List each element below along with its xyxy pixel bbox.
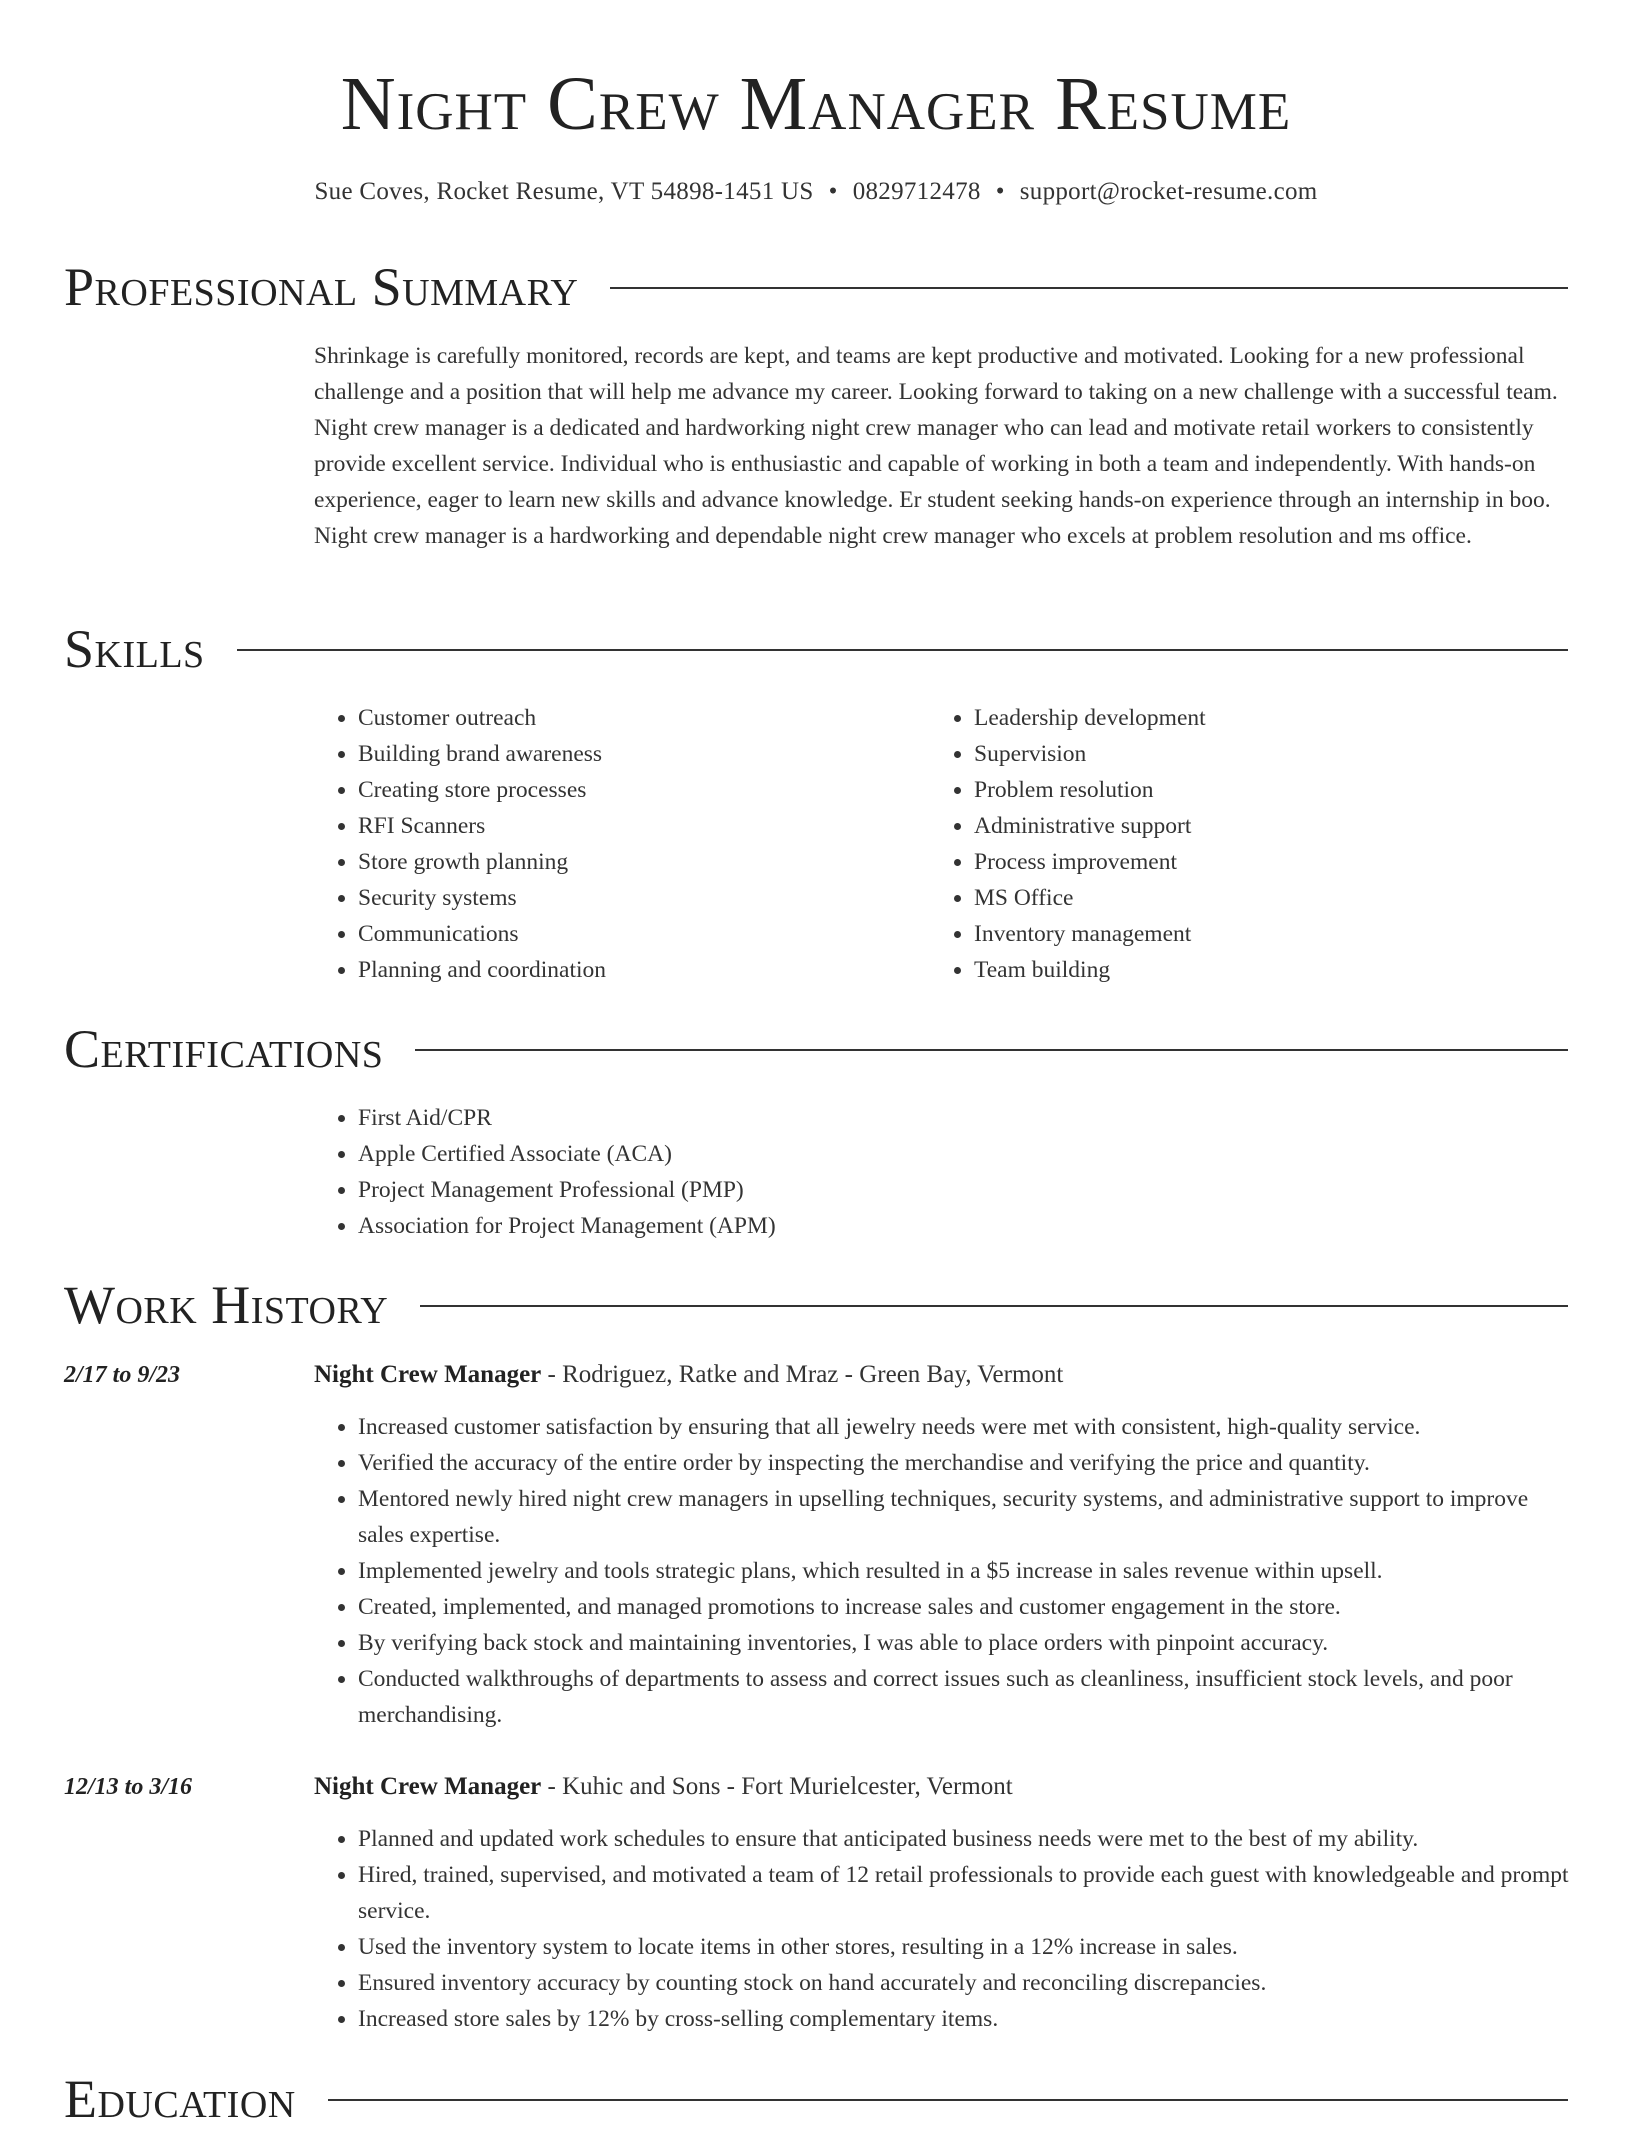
section-divider: [237, 649, 1568, 651]
skills-list: [314, 700, 914, 988]
skill-item: • Creating store processes: [358, 772, 914, 808]
job-role: Night Crew Manager: [314, 1361, 542, 1388]
job-heading: [314, 1769, 1013, 1805]
job-duty: • Increased customer satisfaction by ensuring that all jewelry needs were met with consistent, high-quality service.: [358, 1409, 1570, 1445]
job-duty: • Increased store sales by 12% by cross-selling complementary items.: [358, 2001, 1570, 2037]
section-title: Certifications: [64, 1019, 384, 1079]
section-title: Work History: [64, 1275, 389, 1335]
job-duty: • Ensured inventory accuracy by counting stock on hand accurately and reconciling discrepancies.: [358, 1965, 1570, 2001]
section-divider: [420, 1305, 1568, 1307]
certifications-block: [314, 1100, 1414, 1244]
section-header-skills: [64, 614, 1568, 684]
section-divider: [415, 1049, 1568, 1051]
certifications-list: [314, 1100, 1414, 1244]
job-dates: 2/17 to 9/23: [64, 1362, 181, 1388]
job-duty: • Conducted walkthroughs of departments to assess and correct issues such as cleanliness, insufficient stock levels, and poor merchandising.: [358, 1661, 1570, 1733]
job-duty: • Planned and updated work schedules to ensure that anticipated business needs were met to the best of my ability.: [358, 1821, 1570, 1857]
job-duty: • Mentored newly hired night crew managers in upselling techniques, security systems, and administrative support to improve sales expertise.: [358, 1481, 1570, 1553]
skill-item: • Team building: [974, 952, 1530, 988]
job-duty: • Used the inventory system to locate items in other stores, resulting in a 12% increase in sales.: [358, 1929, 1570, 1965]
contact-phone: 0829712478: [852, 178, 981, 205]
contact-line: [0, 174, 1632, 210]
section-divider: [328, 2099, 1568, 2101]
job-duties: [314, 1409, 1570, 1733]
job-duty: • Hired, trained, supervised, and motivated a team of 12 retail professionals to provide each guest with knowledgeable and prompt service.: [358, 1857, 1570, 1929]
skill-item: • Customer outreach: [358, 700, 914, 736]
skills-column-left: [314, 700, 914, 988]
job-duty: • Implemented jewelry and tools strategic plans, which resulted in a $5 increase in sales revenue within upsell.: [358, 1553, 1570, 1589]
section-header-certifications: [64, 1014, 1568, 1084]
section-divider: [610, 287, 1568, 289]
section-header-summary: [64, 252, 1568, 322]
job-duties-list: [314, 1409, 1570, 1733]
job-duty: • Created, implemented, and managed promotions to increase sales and customer engagement in the store.: [358, 1589, 1570, 1625]
certification-item: • Association for Project Management (APM): [358, 1208, 1414, 1244]
job-duty: • Verified the accuracy of the entire order by inspecting the merchandise and verifying the price and quantity.: [358, 1445, 1570, 1481]
skill-item: • Leadership development: [974, 700, 1530, 736]
skill-item: • Supervision: [974, 736, 1530, 772]
skill-item: • Administrative support: [974, 808, 1530, 844]
skill-item: • Communications: [358, 916, 914, 952]
resume-title: Night Crew Manager Resume: [340, 62, 1292, 146]
contact-separator: •: [995, 178, 1005, 205]
skills-list: [930, 700, 1530, 988]
skill-item: • Planning and coordination: [358, 952, 914, 988]
summary-text: Shrinkage is carefully monitored, records are kept, and teams are kept productive and motivated. Looking for a new professional challenge and a position that will help me advance my career. Looking forward to taking on a new challenge with a successful team. Night crew manager is a dedicated and hardworking night crew manager who can lead and motivate retail workers to consistently provide excellent service. Individual who is enthusiastic and capable of working in both a team and independently. With hands-on experience, eager to learn new skills and advance knowledge. Er student seeking hands-on experience through an internship in boo. Night crew manager is a hardworking and dependable night crew manager who excels at problem resolution and ms office.: [314, 343, 1558, 549]
contact-address: Sue Coves, Rocket Resume, VT 54898-1451 US: [314, 178, 814, 205]
skill-item: • Store growth planning: [358, 844, 914, 880]
job-employer: - Rodriguez, Ratke and Mraz - Green Bay, Vermont: [541, 1361, 1064, 1388]
certification-item: • First Aid/CPR: [358, 1100, 1414, 1136]
certification-item: • Apple Certified Associate (ACA): [358, 1136, 1414, 1172]
skill-item: • RFI Scanners: [358, 808, 914, 844]
job-duty: • By verifying back stock and maintaining inventories, I was able to place orders with pinpoint accuracy.: [358, 1625, 1570, 1661]
section-title: Skills: [64, 619, 205, 679]
job-duties: [314, 1821, 1570, 2037]
section-header-work-history: [64, 1270, 1568, 1340]
skill-item: • Process improvement: [974, 844, 1530, 880]
skill-item: • Security systems: [358, 880, 914, 916]
section-title: Education: [64, 2069, 296, 2129]
job-heading: [314, 1357, 1063, 1393]
skill-item: • Inventory management: [974, 916, 1530, 952]
skills-column-right: [930, 700, 1530, 988]
skill-item: • MS Office: [974, 880, 1530, 916]
skill-item: • Problem resolution: [974, 772, 1530, 808]
contact-separator: •: [828, 178, 838, 205]
section-title: Professional Summary: [64, 257, 579, 317]
section-header-education: [64, 2064, 1568, 2134]
contact-email: support@rocket-resume.com: [1019, 178, 1318, 205]
certification-item: • Project Management Professional (PMP): [358, 1172, 1414, 1208]
job-duties-list: [314, 1821, 1570, 2037]
job-dates: 12/13 to 3/16: [64, 1774, 193, 1800]
job-employer: - Kuhic and Sons - Fort Murielcester, Vermont: [541, 1773, 1013, 1800]
job-role: Night Crew Manager: [314, 1773, 542, 1800]
skill-item: • Building brand awareness: [358, 736, 914, 772]
